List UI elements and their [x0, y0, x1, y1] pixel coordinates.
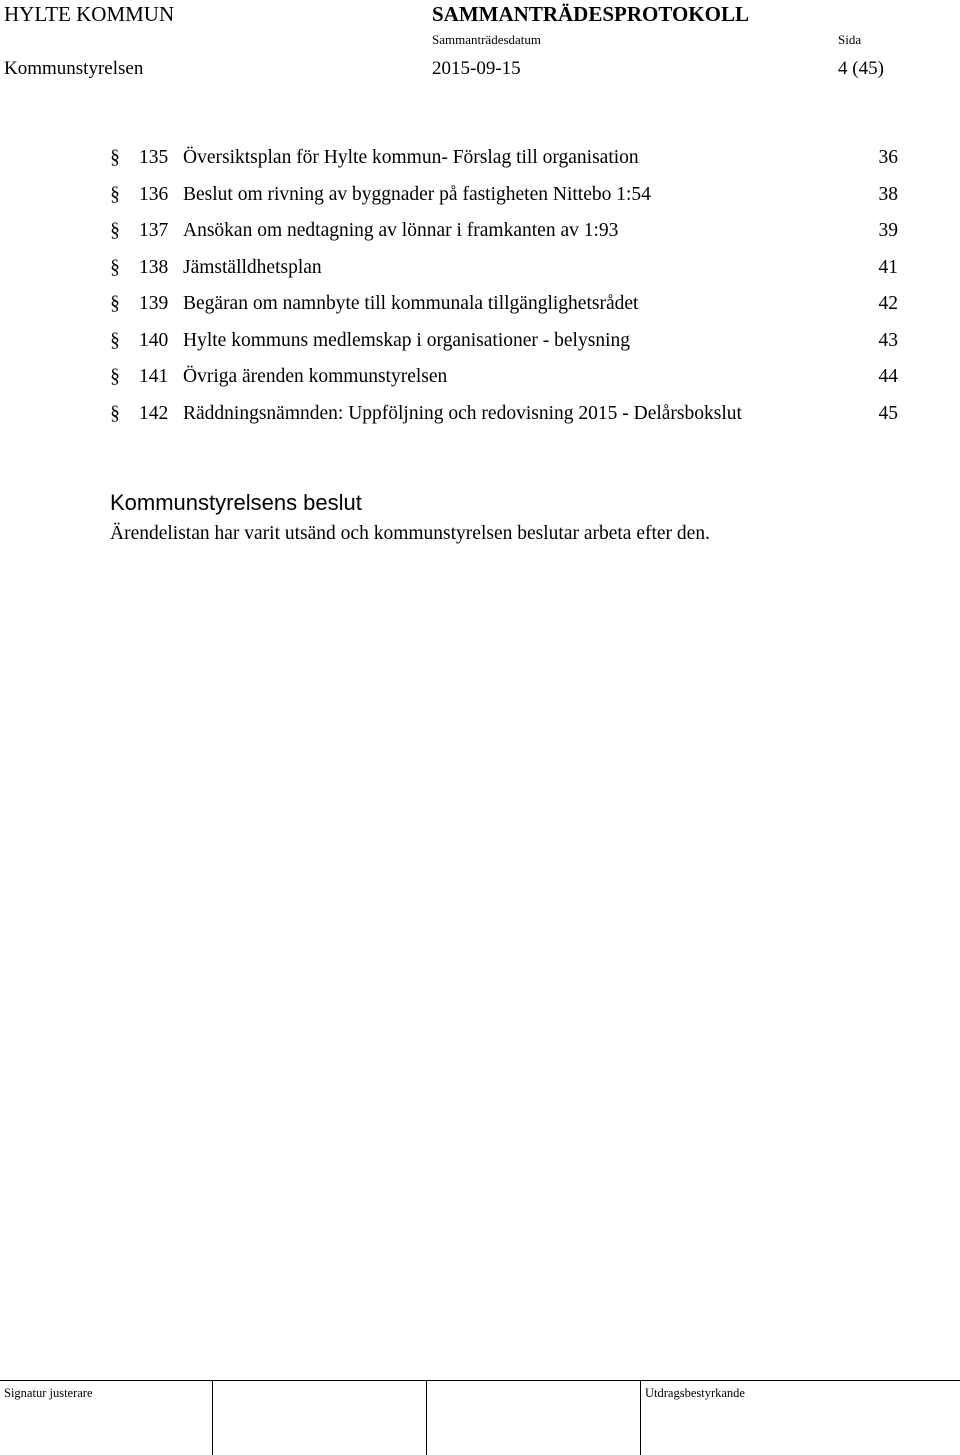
agenda-item-title: Hylte kommuns medlemskap i organisationer - belysning	[183, 330, 630, 351]
meeting-date: 2015-09-15	[432, 58, 521, 79]
agenda-item-title: Ansökan om nedtagning av lönnar i framkanten av 1:93	[183, 220, 619, 241]
agenda-item-number: 140	[139, 330, 169, 351]
agenda-item-page: 38	[878, 184, 898, 205]
agenda-item	[0, 217, 960, 245]
agenda-list	[0, 0, 960, 440]
paragraph-symbol: §	[110, 366, 120, 387]
agenda-item-page: 44	[878, 366, 898, 387]
paragraph-symbol: §	[110, 257, 120, 278]
agenda-item-page: 43	[878, 330, 898, 351]
agenda-item-number: 137	[139, 220, 169, 241]
paragraph-symbol: §	[110, 220, 120, 241]
decision-heading: Kommunstyrelsens beslut	[110, 490, 362, 515]
agenda-item-number: 142	[139, 403, 169, 424]
agenda-item	[0, 327, 960, 355]
paragraph-symbol: §	[110, 403, 120, 424]
agenda-item-title: Beslut om rivning av byggnader på fastigheten Nittebo 1:54	[183, 184, 651, 205]
agenda-item-title: Jämställdhetsplan	[183, 257, 322, 278]
agenda-item-number: 135	[139, 147, 169, 168]
agenda-item-page: 36	[878, 147, 898, 168]
signature-label: Signatur justerare	[4, 1386, 93, 1400]
decision-text: Ärendelistan har varit utsänd och kommunstyrelsen beslutar arbeta efter den.	[110, 523, 710, 544]
footer-divider	[640, 1381, 641, 1455]
paragraph-symbol: §	[110, 293, 120, 314]
page-number: 4 (45)	[838, 58, 884, 79]
agenda-item	[0, 181, 960, 209]
agenda-item-number: 141	[139, 366, 169, 387]
committee-name: Kommunstyrelsen	[4, 58, 144, 79]
organization-name: HYLTE KOMMUN	[4, 2, 175, 26]
agenda-item-title: Översiktsplan för Hylte kommun- Förslag till organisation	[183, 147, 639, 168]
agenda-item-page: 41	[878, 257, 898, 278]
agenda-item-title: Övriga ärenden kommunstyrelsen	[183, 366, 448, 387]
extract-certification-label: Utdragsbestyrkande	[645, 1386, 745, 1400]
agenda-item-number: 138	[139, 257, 169, 278]
document-type: SAMMANTRÄDESPROTOKOLL	[432, 2, 749, 26]
agenda-item	[0, 400, 960, 428]
page-label: Sida	[838, 32, 862, 47]
agenda-item	[0, 144, 960, 172]
meeting-date-label: Sammanträdesdatum	[432, 32, 542, 47]
agenda-item-page: 42	[878, 293, 898, 314]
signature-footer	[0, 1380, 960, 1455]
agenda-item-title: Räddningsnämnden: Uppföljning och redovisning 2015 - Delårsbokslut	[183, 403, 742, 424]
agenda-item	[0, 290, 960, 318]
paragraph-symbol: §	[110, 147, 120, 168]
agenda-item	[0, 254, 960, 282]
paragraph-symbol: §	[110, 330, 120, 351]
footer-divider	[212, 1381, 213, 1455]
agenda-item	[0, 363, 960, 391]
agenda-item-title: Begäran om namnbyte till kommunala tillgänglighetsrådet	[183, 293, 639, 314]
agenda-item-page: 39	[878, 220, 898, 241]
agenda-item-number: 139	[139, 293, 169, 314]
footer-divider	[426, 1381, 427, 1455]
agenda-item-page: 45	[878, 403, 898, 424]
agenda-item-number: 136	[139, 184, 169, 205]
paragraph-symbol: §	[110, 184, 120, 205]
